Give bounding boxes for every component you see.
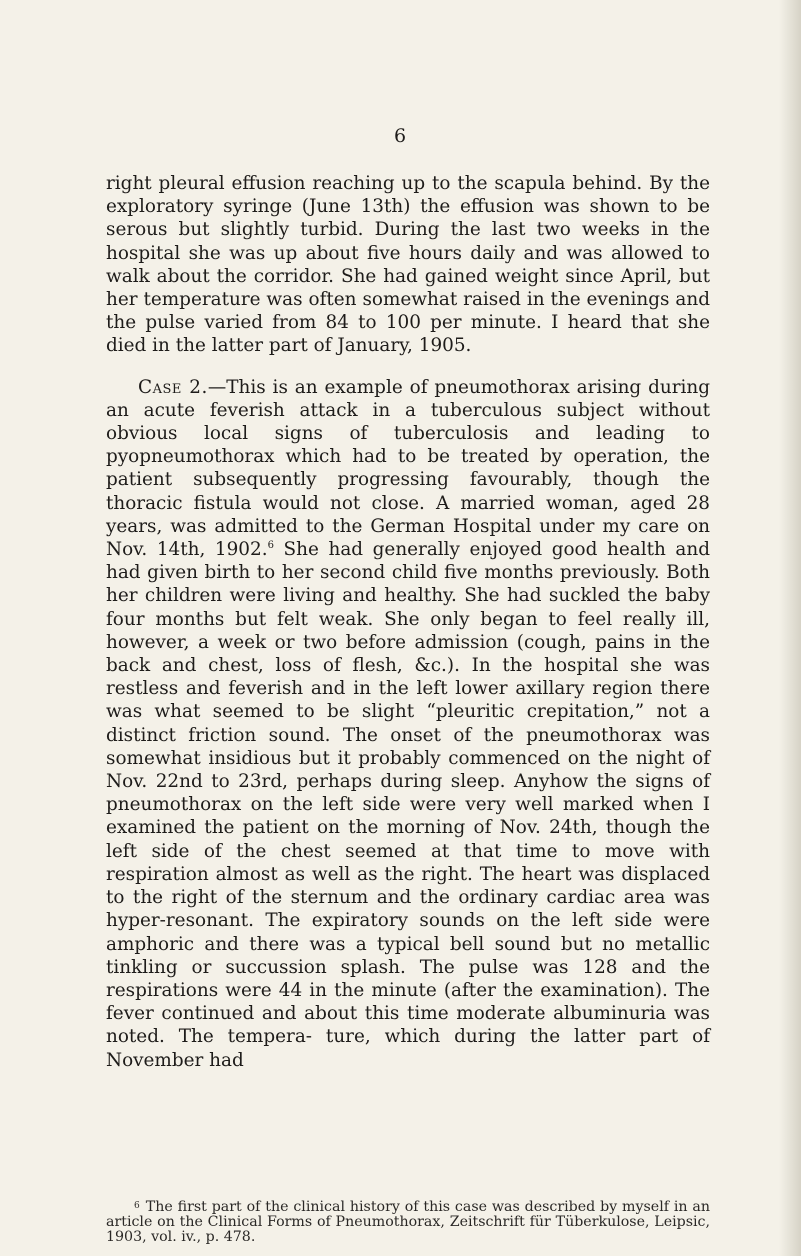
page-number: 6 [393, 125, 408, 147]
case-heading: Case 2. [138, 376, 208, 398]
case-2-text-part-1: —This is an example of pneumothorax arising during an acute feverish attack in a tuberculous subject without obvious local signs of tuberculosis and leading to pyopneumothorax which had to be treated by operation, the patient subsequently progressing favourably, though the thoracic fistula would not close. A married woman, aged 28 years, was admitted to the German Hospital under my care on Nov. 14th, 1902. [106, 376, 711, 561]
case-2-text-part-2: She had generally enjoyed good health and had given birth to her second child five months previously. Both her children were living and healthy. She had suckled the baby four months but felt weak. She only began to feel really ill, however, a week or two before admission (cough, pains in the back and chest, loss of flesh, &c.). In the hospital she was restless and feverish and in the left lower axillary region there was what seemed to be slight “pleuritic crepitation,” not a distinct friction sound. The onset of the pneumothorax was somewhat insidious but it probably commenced on the night of Nov. 22nd to 23rd, perhaps during sleep. Anyhow the signs of pneumothorax on the left side were very well marked when I examined the patient on the morning of Nov. 24th, though the left side of the chest seemed at that time to move with respiration almost as well as the right. The heart was displaced to the right of the sternum and the ordinary cardiac area was hyper-resonant. The expiratory sounds on the left side were amphoric and there was a typical bell sound but no metallic tinkling or succussion splash. The pulse was 128 and the respirations were 44 in the minute (after the examination). The fever continued and about this time moderate albuminuria was noted. The tempera- ture, which during the latter part of November had [106, 539, 710, 1071]
footnote [106, 1199, 710, 1246]
paragraph-case-2 [106, 376, 710, 1072]
page-edge-shadow [779, 0, 801, 1256]
footnote-text: The first part of the clinical history of this case was described by myself in an article on the Clinical Forms of Pneumothorax, Zeitschrift für Tüberkulose, Leipsic, 1903, vol. iv., p. 478. [106, 1199, 710, 1246]
footnote-mark: 6 [134, 1201, 140, 1211]
paragraph-1: right pleural effusion reaching up to the scapula behind. By the exploratory syringe (June 13th) the effusion was shown to be serous but slightly turbid. During the last two weeks in the hospital she was up about five hours daily and was allowed to walk about the corridor. She had gained weight since April, but her temperature was often somewhat raised in the evenings and the pulse varied from 84 to 100 per minute. I heard that she died in the latter part of January, 1905. [106, 173, 710, 357]
body-text [106, 172, 710, 1072]
footnote-reference[interactable]: 6 [267, 540, 274, 552]
